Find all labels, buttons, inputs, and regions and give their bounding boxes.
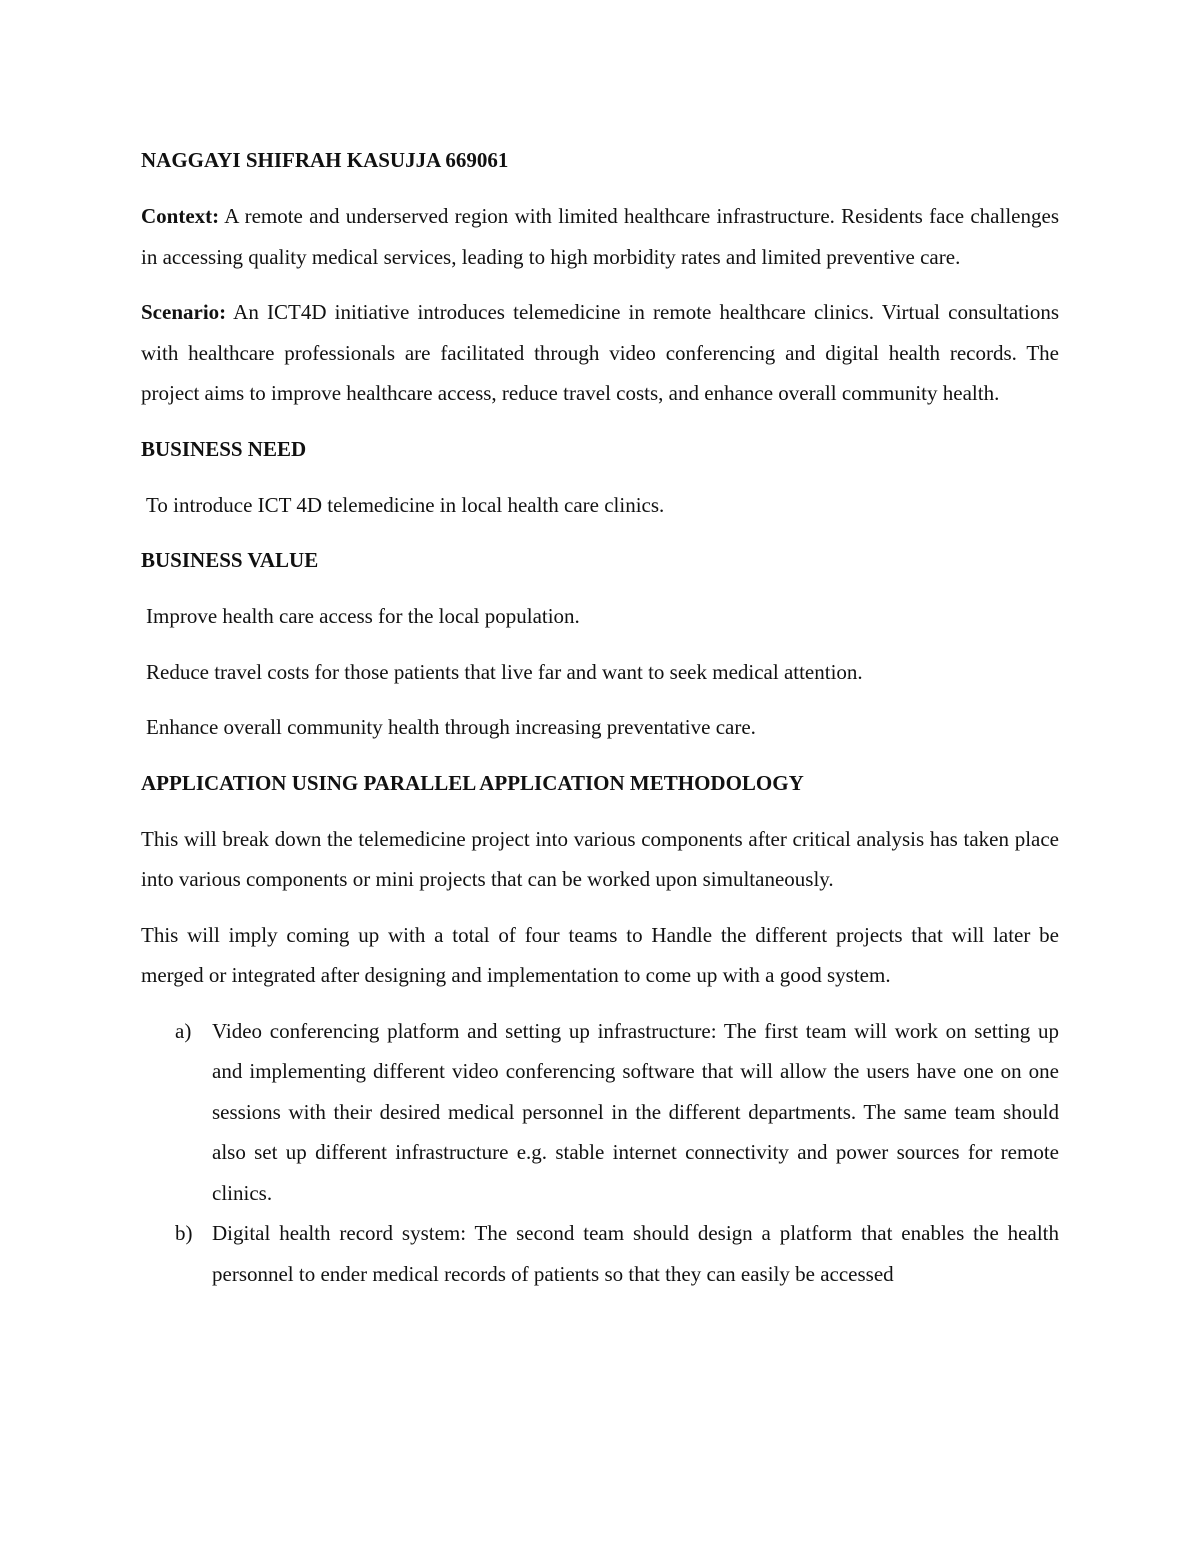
business-value-heading: BUSINESS VALUE <box>141 548 319 572</box>
scenario-text: An ICT4D initiative introduces telemedicine in remote healthcare clinics. Virtual consultations with healthcare professionals are facilitated through video conferencing and digital health records. The project aims to improve healthcare access, reduce travel costs, and enhance overall community health. <box>141 300 1060 405</box>
context-label: Context: <box>141 204 220 228</box>
list-item-text: Video conferencing platform and setting up infrastructure: The first team will work on setting up and implementing different video conferencing software that will allow the users have one on one sessions with their desired medical personnel in the different departments. The same team should also set up different infrastructure e.g. stable internet connectivity and power sources for remote clinics. <box>212 1018 1059 1205</box>
scenario-label: Scenario: <box>141 300 227 324</box>
author-line: NAGGAYI SHIFRAH KASUJJA 669061 <box>141 148 509 172</box>
list-marker: b) <box>175 1221 193 1245</box>
application-paragraph: This will break down the telemedicine project into various components after critical analysis has taken place into various components or mini projects that can be worked upon simultaneously. <box>141 826 1059 891</box>
business-need-text: To introduce ICT 4D telemedicine in local health care clinics. <box>146 492 665 517</box>
team-list-item <box>141 1213 1059 1294</box>
list-item-text: Digital health record system: The second team should design a platform that enables the health personnel to ender medical records of patients so that they can easily be accessed <box>212 1221 1059 1286</box>
business-value-item: Enhance overall community health through increasing preventative care. <box>146 715 756 739</box>
context-paragraph <box>141 196 1059 277</box>
business-value-item: Improve health care access for the local population. <box>146 604 580 628</box>
business-need-heading: BUSINESS NEED <box>141 436 307 461</box>
list-marker: a) <box>175 1018 192 1043</box>
business-value-item: Reduce travel costs for those patients that live far and want to seek medical attention. <box>146 659 863 684</box>
team-list-item <box>141 1011 1059 1214</box>
team-list <box>141 1011 1059 1295</box>
application-heading: APPLICATION USING PARALLEL APPLICATION METHODOLOGY <box>141 770 804 795</box>
document-body <box>141 140 1059 1294</box>
scenario-paragraph <box>141 292 1059 414</box>
application-paragraph: This will imply coming up with a total of four teams to Handle the different projects that will later be merged or integrated after designing and implementation to come up with a good system. <box>141 922 1059 987</box>
context-text: A remote and underserved region with limited healthcare infrastructure. Residents face challenges in accessing quality medical services, leading to high morbidity rates and limited preventive care. <box>141 204 1059 269</box>
